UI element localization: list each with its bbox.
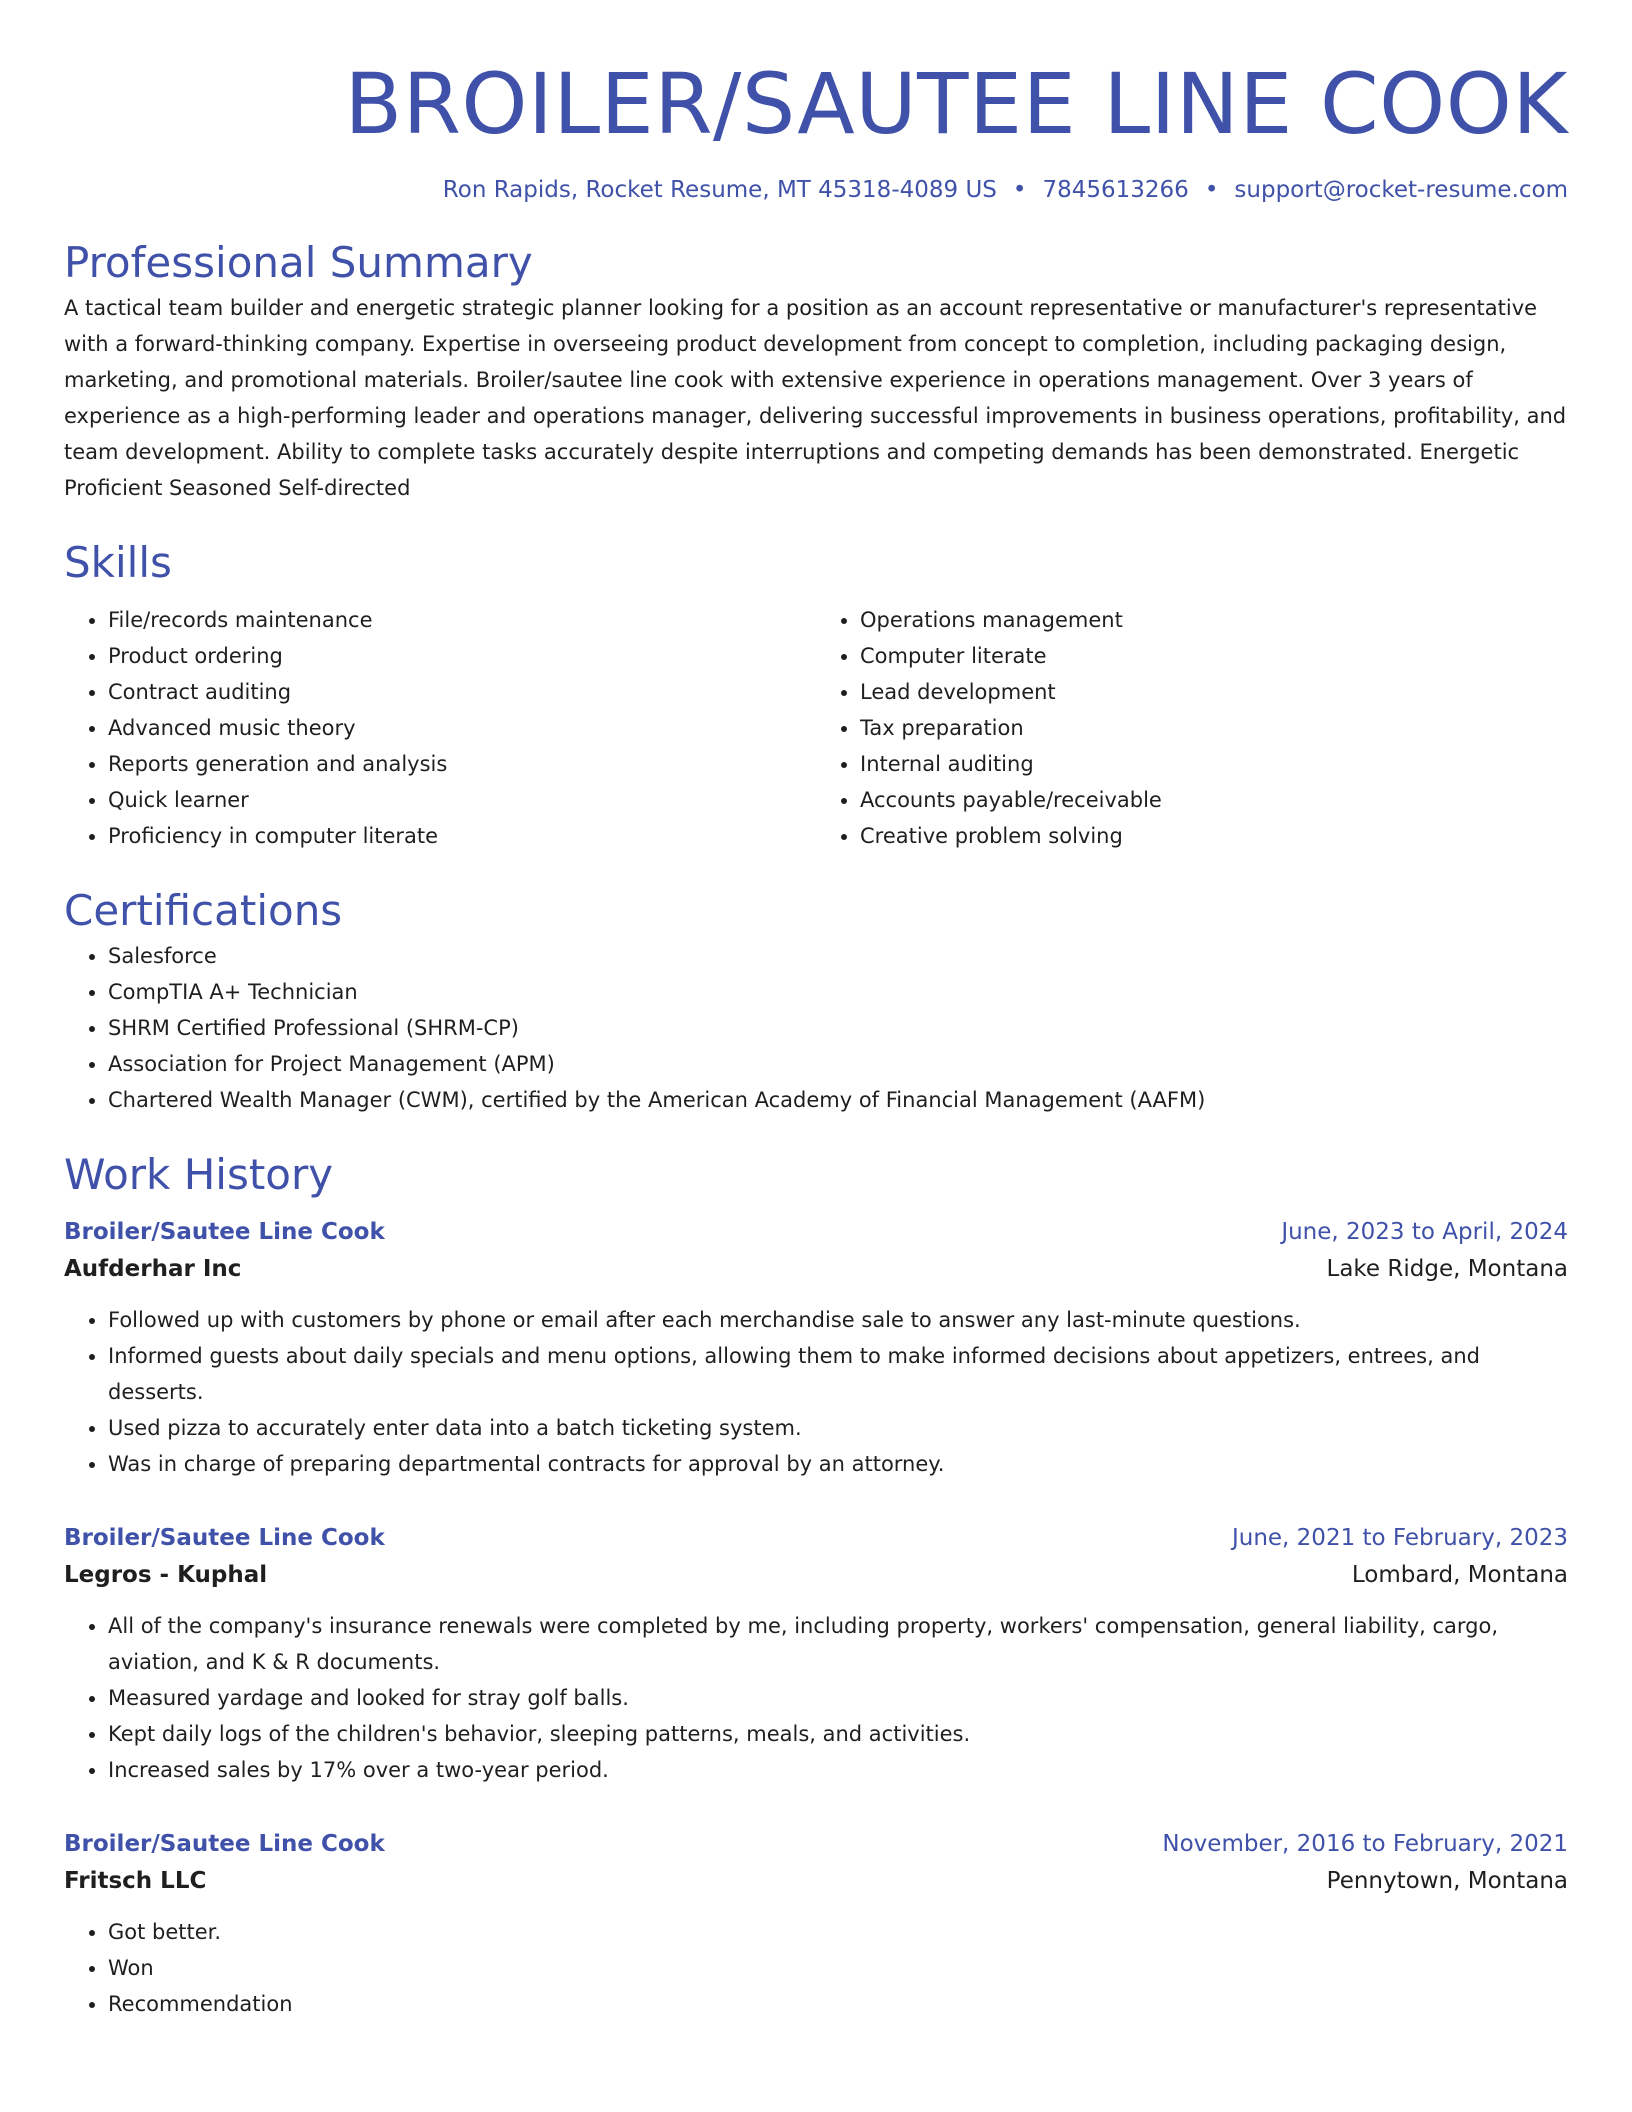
contact-line	[64, 174, 1568, 206]
job-entry	[64, 1214, 1568, 1482]
job-bullet: • Won	[108, 1950, 1568, 1986]
skill-item: • Creative problem solving	[860, 818, 1568, 854]
skill-item: • Operations management	[860, 602, 1568, 638]
job-company: Fritsch LLC	[64, 1868, 207, 1894]
skill-item: • Product ordering	[108, 638, 816, 674]
job-bullet: • Measured yardage and looked for stray golf balls.	[108, 1680, 1568, 1716]
work-history-title: Work History	[64, 1150, 334, 1199]
job-company: Legros - Kuphal	[64, 1562, 268, 1588]
contact-separator: •	[1204, 177, 1219, 203]
job-bullet: • Got better.	[108, 1914, 1568, 1950]
job-title: Broiler/Sautee Line Cook	[64, 1831, 385, 1857]
job-bullet: • Recommendation	[108, 1986, 1568, 2022]
resume-header	[64, 56, 1568, 206]
job-company-row	[64, 1862, 1568, 1900]
skill-item: • Advanced music theory	[108, 710, 816, 746]
job-bullets	[64, 1914, 1568, 2022]
job-location: Lombard, Montana	[1351, 1562, 1568, 1588]
certification-item: • Salesforce	[108, 938, 1568, 974]
certifications-list	[64, 938, 1568, 1118]
skill-item: • Internal auditing	[860, 746, 1568, 782]
skills-title: Skills	[64, 538, 172, 587]
job-location: Pennytown, Montana	[1326, 1868, 1568, 1894]
job-dates: November, 2016 to February, 2021	[1162, 1831, 1568, 1857]
contact-separator: •	[1012, 177, 1027, 203]
skill-item: • Contract auditing	[108, 674, 816, 710]
skill-item: • Lead development	[860, 674, 1568, 710]
job-entry	[64, 1826, 1568, 2022]
job-title-row	[64, 1520, 1568, 1556]
job-dates: June, 2021 to February, 2023	[1231, 1525, 1568, 1551]
candidate-name: BROILER/SAUTEE LINE COOK	[344, 55, 1568, 153]
job-bullet: • Increased sales by 17% over a two-year period.	[108, 1752, 1568, 1788]
job-title: Broiler/Sautee Line Cook	[64, 1219, 385, 1245]
skills-right-list	[816, 602, 1568, 854]
skills-grid	[64, 602, 1568, 854]
contact-email: support@rocket-resume.com	[1234, 177, 1568, 203]
skills-left-list	[64, 602, 816, 854]
skill-item: • Accounts payable/receivable	[860, 782, 1568, 818]
job-bullet: • Used pizza to accurately enter data into a batch ticketing system.	[108, 1410, 1568, 1446]
certification-item: • Chartered Wealth Manager (CWM), certified by the American Academy of Financial Management (AAFM)	[108, 1082, 1568, 1118]
certifications-title: Certifications	[64, 886, 343, 935]
skill-item: • Reports generation and analysis	[108, 746, 816, 782]
job-entry	[64, 1520, 1568, 1788]
work-history-section	[64, 1148, 1568, 2022]
job-bullet: • Followed up with customers by phone or email after each merchandise sale to answer any last-minute questions.	[108, 1302, 1568, 1338]
contact-address: Ron Rapids, Rocket Resume, MT 45318-4089 US	[442, 177, 997, 203]
job-title-row	[64, 1826, 1568, 1862]
skill-item: • File/records maintenance	[108, 602, 816, 638]
job-company-row	[64, 1556, 1568, 1594]
job-bullet: • All of the company's insurance renewals were completed by me, including property, workers' compensation, general liability, cargo, aviation, and K & R documents.	[108, 1608, 1568, 1680]
summary-title: Professional Summary	[64, 238, 533, 287]
job-bullet: • Informed guests about daily specials and menu options, allowing them to make informed decisions about appetizers, entrees, and desserts.	[108, 1338, 1568, 1410]
certification-item: • CompTIA A+ Technician	[108, 974, 1568, 1010]
skill-item: • Quick learner	[108, 782, 816, 818]
skills-section	[64, 536, 1568, 854]
skill-item: • Proficiency in computer literate	[108, 818, 816, 854]
job-company-row	[64, 1250, 1568, 1288]
summary-section	[64, 236, 1568, 506]
job-bullets	[64, 1302, 1568, 1482]
certification-item: • Association for Project Management (APM)	[108, 1046, 1568, 1082]
skill-item: • Computer literate	[860, 638, 1568, 674]
job-dates: June, 2023 to April, 2024	[1281, 1219, 1568, 1245]
job-bullet: • Was in charge of preparing departmental contracts for approval by an attorney.	[108, 1446, 1568, 1482]
certification-item: • SHRM Certified Professional (SHRM-CP)	[108, 1010, 1568, 1046]
job-company: Aufderhar Inc	[64, 1256, 242, 1282]
job-bullet: • Kept daily logs of the children's behavior, sleeping patterns, meals, and activities.	[108, 1716, 1568, 1752]
job-location: Lake Ridge, Montana	[1326, 1256, 1568, 1282]
skill-item: • Tax preparation	[860, 710, 1568, 746]
job-title: Broiler/Sautee Line Cook	[64, 1525, 385, 1551]
job-title-row	[64, 1214, 1568, 1250]
job-bullets	[64, 1608, 1568, 1788]
contact-phone: 7845613266	[1042, 177, 1189, 203]
summary-text: A tactical team builder and energetic strategic planner looking for a position as an account representative or manufacturer's representative with a forward-thinking company. Expertise in overseeing product development from concept to completion, including packaging design, marketing, and promotional materials. Broiler/sautee line cook with extensive experience in operations management. Over 3 years of experience as a high-performing leader and operations manager, delivering successful improvements in business operations, profitability, and team development. Ability to complete tasks accurately despite interruptions and competing demands has been demonstrated. Energetic Proficient Seasoned Self-directed	[64, 296, 1567, 500]
certifications-section	[64, 884, 1568, 1118]
